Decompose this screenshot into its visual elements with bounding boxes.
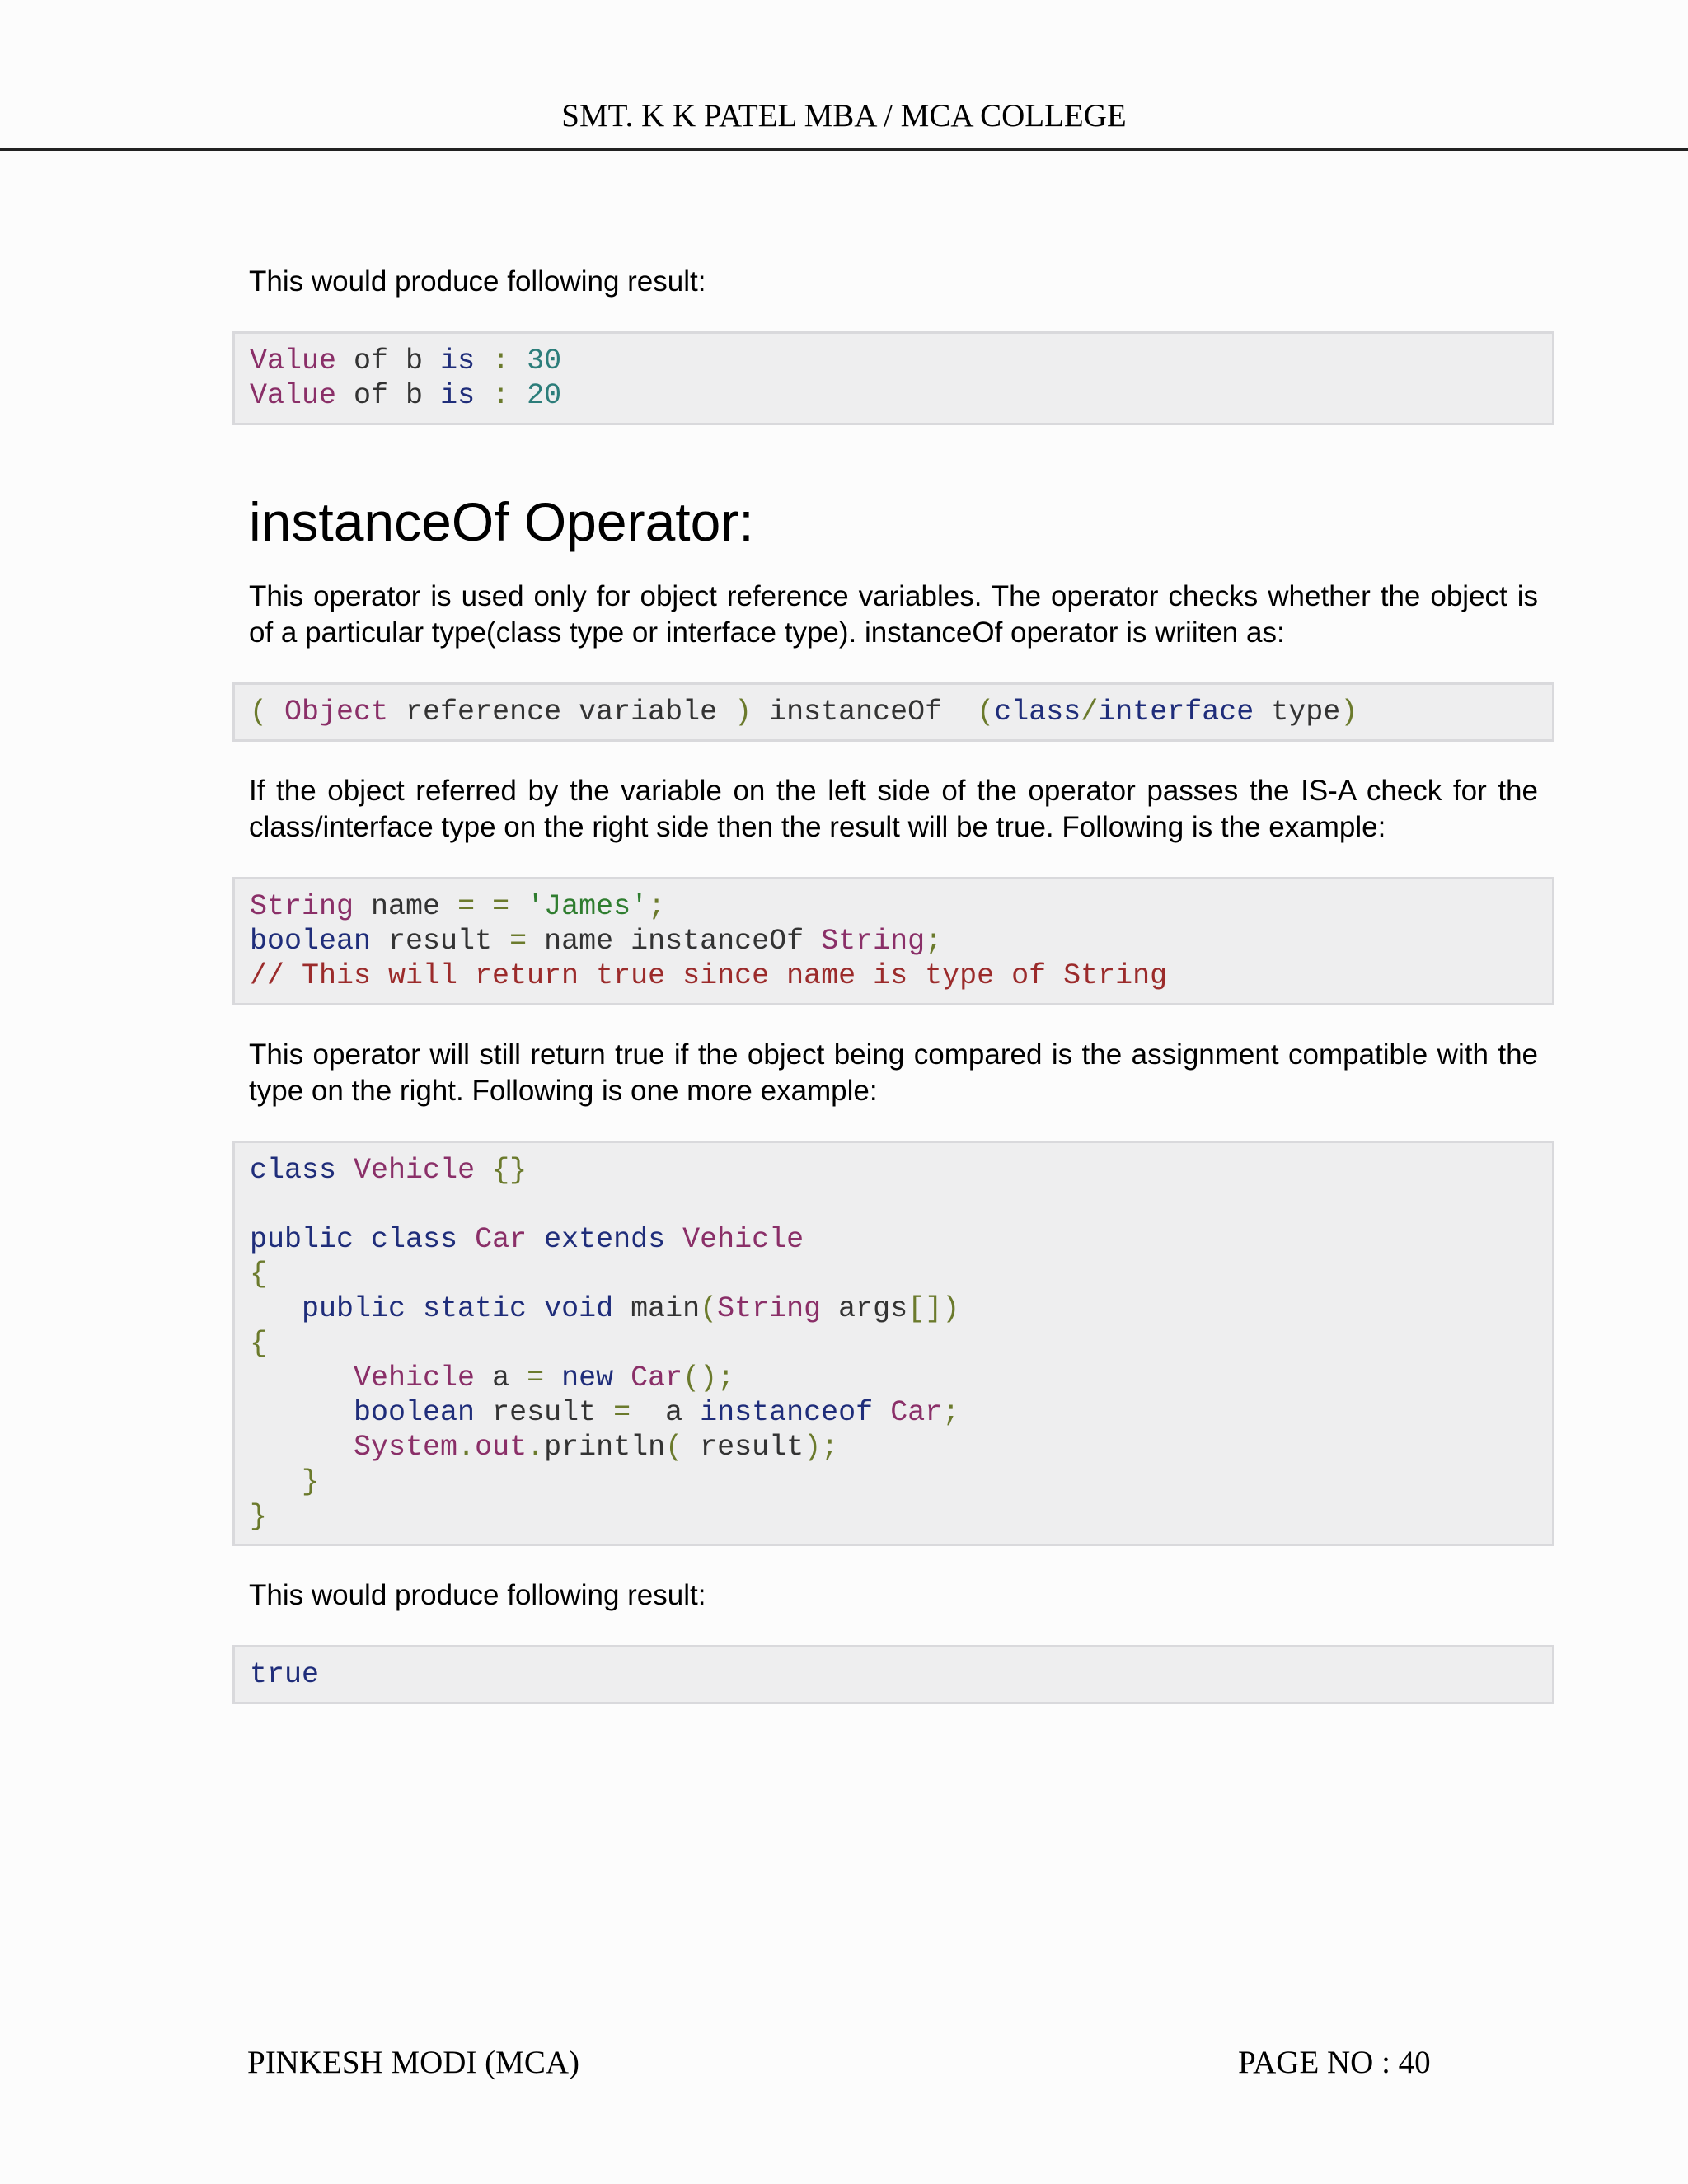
code-line bbox=[250, 695, 1537, 729]
code-token: 20 bbox=[527, 379, 562, 412]
code-token bbox=[250, 1292, 302, 1325]
code-line bbox=[250, 1326, 1537, 1361]
code-token: {} bbox=[475, 1154, 528, 1187]
code-token: true bbox=[250, 1658, 320, 1691]
code-token: { bbox=[250, 1258, 268, 1291]
paragraph-is-a-check: If the object referred by the variable on the left side of the operator passes the IS-A check for the class/interface type on the right side then the result will be true. Following is the example: bbox=[249, 775, 1538, 843]
code-token: ; bbox=[925, 925, 943, 958]
section-heading: instanceOf Operator: bbox=[249, 491, 754, 552]
code-token: ) bbox=[1340, 696, 1358, 729]
code-token: Car bbox=[631, 1361, 683, 1394]
code-token: Vehicle bbox=[354, 1361, 476, 1394]
code-line bbox=[250, 1257, 1537, 1291]
code-token: Object bbox=[284, 696, 389, 729]
code-token: Vehicle bbox=[354, 1154, 476, 1187]
code-token: extends bbox=[544, 1223, 666, 1256]
code-token: new bbox=[561, 1361, 614, 1394]
code-token bbox=[250, 1431, 354, 1464]
code-token: type bbox=[1254, 696, 1341, 729]
code-token bbox=[250, 1396, 354, 1429]
code-token bbox=[873, 1396, 890, 1429]
code-line bbox=[250, 378, 1537, 413]
code-token: { bbox=[250, 1327, 268, 1360]
code-token: Value bbox=[250, 379, 337, 412]
code-line bbox=[250, 1430, 1537, 1465]
code-token: public class bbox=[250, 1223, 458, 1256]
code-token: ( bbox=[665, 1431, 683, 1464]
code-line bbox=[250, 1657, 1537, 1692]
code-token: out bbox=[475, 1431, 528, 1464]
code-token: ( bbox=[700, 1292, 718, 1325]
code-line bbox=[250, 1222, 1537, 1257]
code-line bbox=[250, 1153, 1537, 1188]
page-content bbox=[232, 264, 1554, 1736]
paragraph-assignment-compatible: This operator will still return true if the object being compared is the assignment compatible with the type on the right. Following is one more example: bbox=[249, 1038, 1538, 1107]
code-block-string-example bbox=[232, 877, 1554, 1005]
code-token: Vehicle bbox=[682, 1223, 804, 1256]
code-token: interface bbox=[1098, 696, 1254, 729]
code-token: args bbox=[821, 1292, 908, 1325]
code-token: ( bbox=[977, 696, 995, 729]
code-token: boolean bbox=[250, 925, 372, 958]
code-line bbox=[250, 889, 1537, 924]
code-token: // This will return true since name is type of String bbox=[250, 959, 1168, 992]
paragraph-result-intro: This would produce following result: bbox=[249, 265, 706, 298]
code-token: String bbox=[250, 890, 354, 923]
code-line bbox=[250, 1499, 1537, 1534]
code-token bbox=[457, 1223, 475, 1256]
code-token: instanceof bbox=[700, 1396, 874, 1429]
code-block-output-values bbox=[232, 331, 1554, 425]
code-token: System bbox=[354, 1431, 458, 1464]
code-token: println bbox=[544, 1431, 666, 1464]
code-token: } bbox=[250, 1465, 320, 1498]
code-token: ( bbox=[250, 696, 285, 729]
code-token: = bbox=[509, 925, 528, 958]
code-token bbox=[250, 1361, 354, 1394]
code-token: ) bbox=[734, 696, 753, 729]
code-token bbox=[613, 1361, 631, 1394]
footer-page-number: PAGE NO : 40 bbox=[1238, 2045, 1431, 2080]
code-token: public static void bbox=[302, 1292, 614, 1325]
code-token: ); bbox=[804, 1431, 839, 1464]
code-token: a bbox=[475, 1361, 528, 1394]
code-token: main bbox=[613, 1292, 701, 1325]
code-token: reference variable bbox=[388, 696, 735, 729]
paragraph-operator-description: This operator is used only for object reference variables. The operator checks whether the object is of a particular type(class type or interface type). instanceOf operator is wriiten as: bbox=[249, 580, 1538, 649]
code-token: String bbox=[717, 1292, 822, 1325]
code-token: / bbox=[1081, 696, 1099, 729]
code-token: result bbox=[682, 1431, 804, 1464]
code-token: : bbox=[475, 379, 528, 412]
code-token: a bbox=[631, 1396, 701, 1429]
code-token: class bbox=[250, 1154, 337, 1187]
code-token: of b bbox=[336, 379, 441, 412]
code-token: boolean bbox=[354, 1396, 476, 1429]
code-token: ; bbox=[648, 890, 666, 923]
code-token: class bbox=[994, 696, 1081, 729]
code-token: ; bbox=[942, 1396, 960, 1429]
code-token: name instanceOf bbox=[527, 925, 822, 958]
code-token: is bbox=[440, 379, 476, 412]
code-token: : bbox=[475, 344, 528, 377]
code-token: result bbox=[371, 925, 510, 958]
code-token: (); bbox=[682, 1361, 735, 1394]
code-token: Car bbox=[890, 1396, 943, 1429]
code-token bbox=[509, 890, 527, 923]
code-token: = = bbox=[457, 890, 510, 923]
code-token: []) bbox=[907, 1292, 960, 1325]
code-token: is bbox=[440, 344, 476, 377]
code-token: String bbox=[821, 925, 926, 958]
code-token: 30 bbox=[527, 344, 562, 377]
code-token: 'James' bbox=[527, 890, 649, 923]
code-line bbox=[250, 1361, 1537, 1395]
code-token: Car bbox=[475, 1223, 528, 1256]
code-token: result bbox=[475, 1396, 614, 1429]
code-token: = bbox=[527, 1361, 545, 1394]
code-line bbox=[250, 344, 1537, 378]
code-token: } bbox=[250, 1500, 268, 1533]
code-token: of b bbox=[336, 344, 441, 377]
code-token bbox=[544, 1361, 561, 1394]
code-token bbox=[527, 1223, 544, 1256]
code-line bbox=[250, 1188, 1537, 1222]
code-line bbox=[250, 924, 1537, 958]
page-header bbox=[0, 91, 1688, 151]
code-token: instanceOf bbox=[752, 696, 978, 729]
code-token bbox=[665, 1223, 682, 1256]
code-line bbox=[250, 958, 1537, 993]
code-token: . bbox=[457, 1431, 476, 1464]
paragraph-result-intro-2: This would produce following result: bbox=[249, 1579, 706, 1611]
code-block-output-true bbox=[232, 1645, 1554, 1704]
code-token bbox=[336, 1154, 354, 1187]
code-block-vehicle-example bbox=[232, 1141, 1554, 1546]
header-title: SMT. K K PATEL MBA / MCA COLLEGE bbox=[561, 98, 1127, 134]
code-token: name bbox=[354, 890, 458, 923]
code-token: Value bbox=[250, 344, 337, 377]
code-line bbox=[250, 1395, 1537, 1430]
code-line bbox=[250, 1291, 1537, 1326]
code-token: . bbox=[527, 1431, 545, 1464]
code-line bbox=[250, 1465, 1537, 1499]
code-token: = bbox=[613, 1396, 631, 1429]
footer-author: PINKESH MODI (MCA) bbox=[247, 2045, 580, 2080]
code-block-syntax bbox=[232, 682, 1554, 742]
